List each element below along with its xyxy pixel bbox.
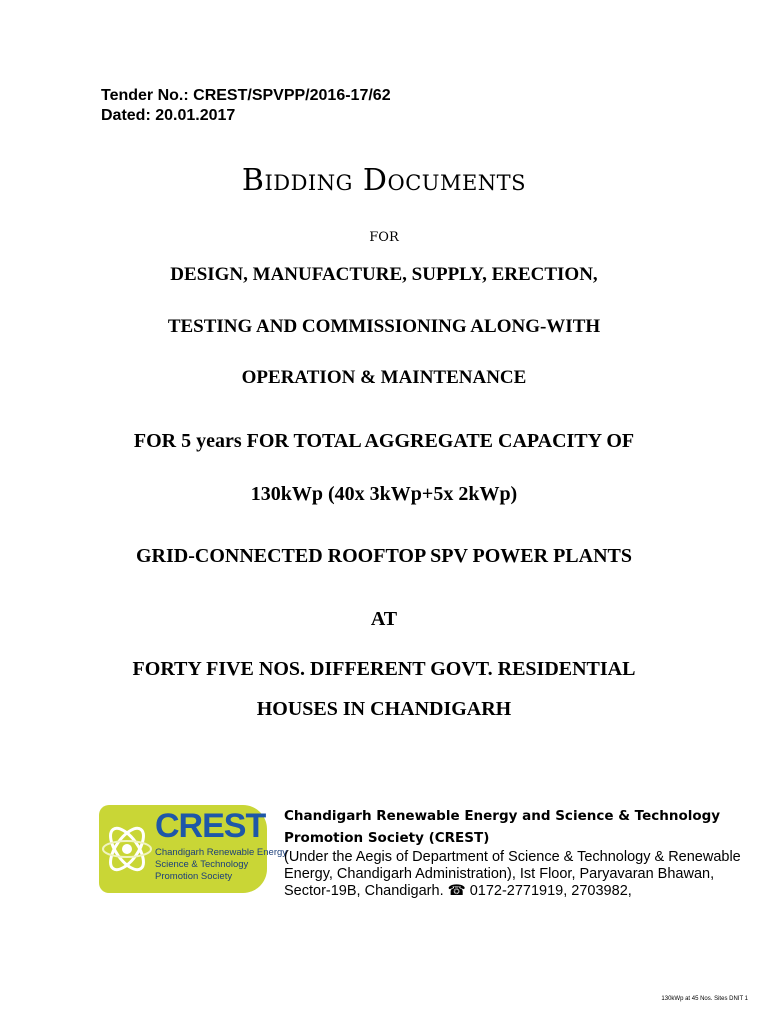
capacity-line: 130kWp (40x 3kWp+5x 2kWp) [250,483,518,505]
scope-line-3: OPERATION & MAINTENANCE [241,367,527,388]
tender-block [101,86,391,126]
location-line-1: FORTY FIVE NOS. DIFFERENT GOVT. RESIDENTIAL [132,658,636,680]
logo-wordmark: CREST [155,807,266,845]
logo-subtitle-line: Science & Technology [155,859,249,870]
scope-line-2: TESTING AND COMMISSIONING ALONG-WITH [167,316,601,337]
page-footer: 130kWp at 45 Nos. Sites DNIT 1 [661,996,748,1002]
organization-address-line-1: (Under the Aegis of Department of Science & Technology & Renewable [284,849,741,865]
location-line-2: HOUSES IN CHANDIGARH [256,698,512,720]
plant-type-line: GRID-CONNECTED ROOFTOP SPV POWER PLANTS [136,545,632,567]
scope-line-4: FOR 5 years FOR TOTAL AGGREGATE CAPACITY OF [133,430,635,452]
organization-name-line-2: Promotion Society (CREST) [284,830,490,846]
at-line: AT [370,608,398,630]
organization-name-line-1: Chandigarh Renewable Energy and Science & Technology [284,808,721,824]
crest-logo [99,805,288,893]
atom-icon [99,805,159,893]
scope-line-1: DESIGN, MANUFACTURE, SUPPLY, ERECTION, [170,264,598,285]
organization-block [284,805,741,900]
organization-address-line-3: Sector-19B, Chandigarh. ☎ 0172-2771919, 2703982, [284,883,632,899]
document-title: Bidding Documents [241,163,527,198]
logo-subtitle-line: Promotion Society [155,871,233,882]
for-label: for [369,224,399,246]
organization-address-line-2: Energy, Chandigarh Administration), Ist Floor, Paryavaran Bhawan, [284,866,715,882]
logo-subtitle-line: Chandigarh Renewable Energy [155,847,288,858]
tender-date: Dated: 20.01.2017 [101,107,236,124]
tender-number: Tender No.: CREST/SPVPP/2016-17/62 [101,87,391,104]
logo-subtitle [155,847,287,883]
